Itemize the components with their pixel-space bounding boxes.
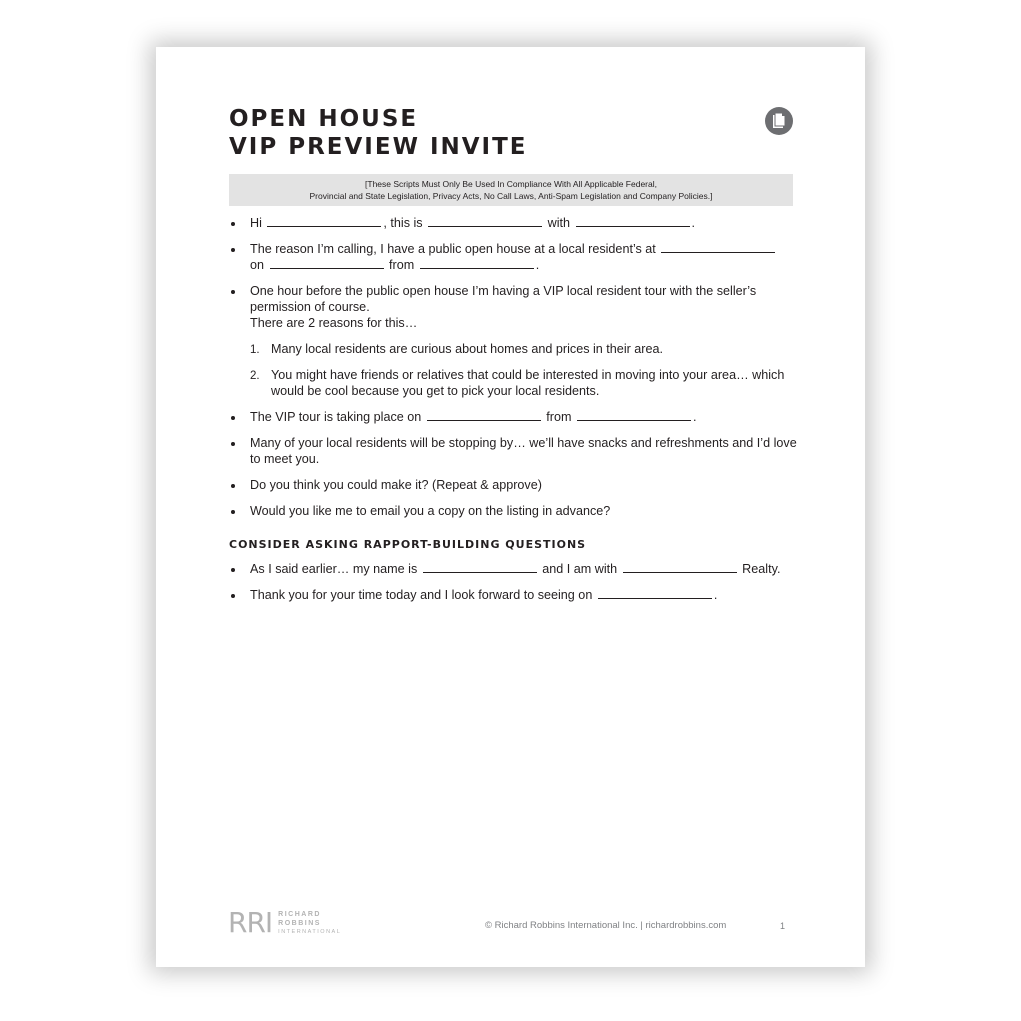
list-item [229, 503, 797, 519]
footer-copyright: © Richard Robbins International Inc. | richardrobbins.com [485, 920, 727, 931]
logo-mark: RRI [228, 906, 273, 939]
script-text: Do you think you could make it? (Repeat & approve) [250, 478, 542, 492]
logo-text [278, 910, 341, 937]
script-text: with [544, 216, 574, 230]
logo-line: RICHARD [278, 910, 321, 918]
name-blank[interactable] [267, 215, 381, 227]
script-content [229, 215, 797, 613]
script-text: . [691, 216, 696, 230]
script-text: from [385, 258, 418, 272]
closing-list [229, 561, 797, 603]
list-item [250, 367, 797, 399]
script-list [229, 215, 797, 519]
page-title [229, 105, 528, 161]
company-logo [228, 906, 342, 939]
list-item [229, 283, 797, 399]
script-text: . [713, 588, 718, 602]
page-number: 1 [780, 921, 786, 931]
agent-name-blank[interactable] [423, 561, 537, 573]
company-blank[interactable] [576, 215, 690, 227]
document-page [156, 47, 865, 967]
item-number: 1. [250, 344, 260, 356]
script-text: As I said earlier… my name is [250, 562, 421, 576]
script-text: Realty. [738, 562, 781, 576]
logo-line: ROBBINS [278, 919, 321, 927]
script-text: from [542, 410, 575, 424]
list-item [229, 435, 797, 467]
title-line-2: VIP PREVIEW INVITE [229, 134, 528, 160]
disclaimer-line-2: Provincial and State Legislation, Privacy Acts, No Call Laws, Anti-Spam Legislation and Company Policies.] [309, 191, 713, 201]
script-text: and I am with [538, 562, 621, 576]
list-item [229, 409, 797, 425]
disclaimer-box [229, 174, 793, 206]
list-item [229, 215, 797, 231]
script-text: on [250, 258, 268, 272]
reasons-list [250, 341, 797, 399]
title-line-1: OPEN HOUSE [229, 106, 419, 132]
item-number: 2. [250, 370, 260, 382]
address-blank[interactable] [661, 241, 775, 253]
time-blank[interactable] [420, 257, 534, 269]
script-text: The reason I’m calling, I have a public open house at a local resident’s at [250, 242, 660, 256]
script-text: There are 2 reasons for this… [250, 316, 418, 330]
script-text: You might have friends or relatives that could be interested in moving into your area… which would be cool because you get to pick your local residents. [271, 368, 785, 398]
script-text: One hour before the public open house I’m having a VIP local resident tour with the seller’s permission of course. [250, 284, 757, 314]
list-item [229, 241, 797, 273]
section-heading: CONSIDER ASKING RAPPORT-BUILDING QUESTIONS [229, 538, 587, 551]
script-text: Thank you for your time today and I look forward to seeing on [250, 588, 596, 602]
list-item [229, 477, 797, 493]
script-text: Hi [250, 216, 266, 230]
script-text: Would you like me to email you a copy on the listing in advance? [250, 504, 611, 518]
script-text: , this is [383, 216, 427, 230]
list-item [229, 587, 797, 603]
script-text: . [535, 258, 540, 272]
logo-line: INTERNATIONAL [278, 928, 342, 935]
script-text: Many local residents are curious about homes and prices in their area. [271, 342, 664, 356]
list-item [250, 341, 797, 357]
brokerage-blank[interactable] [623, 561, 737, 573]
script-text: . [692, 410, 697, 424]
disclaimer-line-1: [These Scripts Must Only Be Used In Compliance With All Applicable Federal, [365, 179, 657, 189]
list-item [229, 561, 797, 577]
script-text: The VIP tour is taking place on [250, 410, 425, 424]
script-text: Many of your local residents will be stopping by… we’ll have snacks and refreshments and I’d love to meet you. [250, 436, 797, 466]
tour-time-blank[interactable] [577, 409, 691, 421]
date-blank[interactable] [270, 257, 384, 269]
tour-date-blank[interactable] [427, 409, 541, 421]
date-blank[interactable] [598, 587, 712, 599]
agent-name-blank[interactable] [428, 215, 542, 227]
document-icon [765, 107, 793, 135]
